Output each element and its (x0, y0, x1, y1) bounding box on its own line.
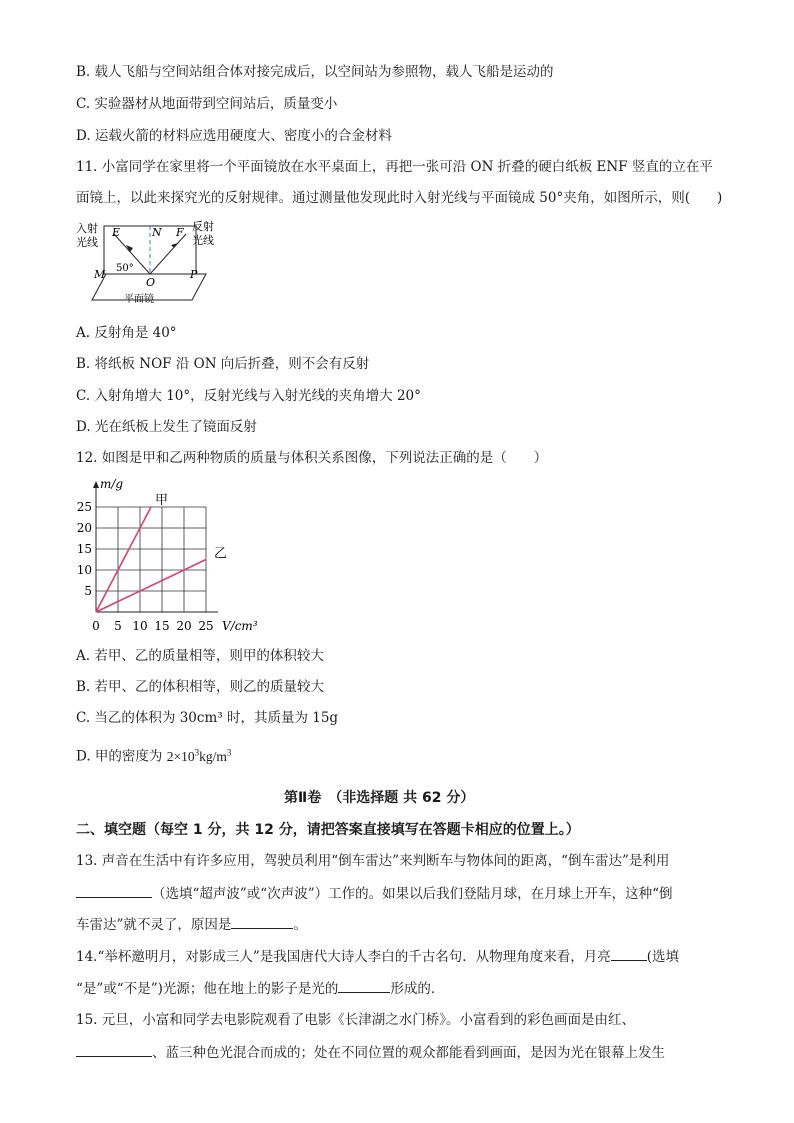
q11-option-b: B. 将纸板 NOF 沿 ON 向后折叠，则不会有反射 (76, 356, 370, 372)
x-tick-label: 5 (114, 619, 122, 633)
q12-option-d (76, 742, 231, 767)
q10-option-d: D. 运载火箭的材料应选用硬度大、密度小的合金材料 (76, 128, 392, 144)
series-line-yi (96, 560, 206, 613)
y-tick-label: 20 (76, 521, 92, 535)
series-label-jia: 甲 (155, 493, 169, 508)
label-e: E (112, 226, 121, 239)
angle-label: 50° (116, 263, 134, 274)
y-axis-label: m/g (100, 477, 124, 491)
y-tick-label: 15 (76, 542, 92, 556)
q13-line2: （选填“超声波”或“次声波”）工作的。如果以后我们登陆月球，在月球上开车，这种“倒 (76, 883, 673, 904)
q13-line3: 车雷达”就不灵了，原因是 。 (76, 914, 307, 935)
series-line-jia (96, 507, 151, 612)
q12-stem: 12. 如图是甲和乙两种物质的质量与体积关系图像，下列说法正确的是（ ） (76, 450, 548, 466)
label-o: O (146, 276, 156, 289)
q11-option-c: C. 入射角增大 10°，反射光线与入射光线的夹角增大 20° (76, 388, 421, 404)
label-p: P (190, 268, 198, 281)
section-title: 第Ⅱ卷 （非选择题 共 62 分） (284, 790, 475, 806)
q15-blank-1[interactable] (76, 1042, 152, 1057)
q13-blank-2[interactable] (231, 914, 293, 929)
q15-line2: 、蓝三种色光混合而成的；处在不同位置的观众都能看到画面，是因为光在银幕上发生 (76, 1042, 665, 1063)
x-tick-label: 15 (154, 619, 170, 633)
label-m: M (94, 268, 106, 281)
x-tick-label: 0 (92, 619, 100, 633)
q11-stem-line1: 11. 小富同学在家里将一个平面镜放在水平桌面上，再把一张可沿 ON 折叠的硬白纸板 ENF 竖直的立在平 (76, 159, 713, 175)
x-axis-label: V/cm³ (222, 619, 258, 633)
q14-line1: 14.“举杯邀明月，对影成三人”是我国唐代大诗人李白的千古名句．从物理角度来看，月亮 (选填 (76, 946, 679, 967)
q12-option-b: B. 若甲、乙的体积相等，则乙的质量较大 (76, 679, 325, 695)
section-heading: 二、填空题（每空 1 分，共 12 分，请把答案直接填写在答题卡相应的位置上。） (76, 822, 580, 838)
y-axis-arrow (93, 481, 99, 488)
series-label-yi: 乙 (214, 546, 228, 562)
reflect-label-2: 光线 (192, 234, 214, 247)
q13-line1: 13. 声音在生活中有许多应用，驾驶员利用“倒车雷达”来判断车与物体间的距离，“倒车雷达”是利用 (76, 853, 670, 869)
y-tick-label: 10 (76, 563, 92, 577)
reflect-label-1: 反射 (192, 220, 214, 233)
y-tick-label: 5 (84, 584, 92, 598)
q15-line1: 15. 元旦，小富和同学去电影院观看了电影《长津湖之水门桥》。小富看到的彩色画面是由红、 (76, 1012, 636, 1028)
y-tick-label: 25 (76, 500, 92, 514)
q10-option-b: B. 载人飞船与空间站组合体对接完成后，以空间站为参照物，载人飞船是运动的 (76, 64, 554, 80)
q12-option-d-prefix: D. 甲的密度为 (76, 748, 163, 765)
q14-blank-1[interactable] (611, 946, 647, 961)
mirror-label: 平面镜 (124, 294, 154, 305)
x-tick-label: 20 (176, 619, 192, 633)
label-n: N (152, 226, 162, 239)
q12-chart (70, 474, 280, 636)
incident-label-1: 入射 (76, 222, 98, 235)
q12-option-c: C. 当乙的体积为 30cm³ 时，其质量为 15g (76, 710, 339, 726)
q11-stem-line2: 面镜上，以此来探究光的反射规律。通过测量他发现此时入射光线与平面镜成 50°夹角，如图所示，则( ) (76, 190, 723, 206)
q14-blank-2[interactable] (338, 978, 390, 993)
label-f: F (176, 226, 184, 239)
x-tick-label: 25 (198, 619, 214, 633)
incident-label-2: 光线 (76, 236, 98, 249)
q12-option-a: A. 若甲、乙的质量相等，则甲的体积较大 (76, 648, 324, 664)
q14-line2: “是”或“不是”)光源；他在地上的影子是光的 形成的． (76, 978, 444, 999)
q11-option-d: D. 光在纸板上发生了镜面反射 (76, 419, 257, 435)
q13-blank-1[interactable] (76, 883, 152, 898)
q11-option-a: A. 反射角是 40° (76, 325, 177, 341)
q10-option-c: C. 实验器材从地面带到空间站后，质量变小 (76, 96, 338, 112)
x-tick-label: 10 (132, 619, 148, 633)
q11-figure (70, 218, 230, 310)
q12-option-d-value: $2\times 10^3kg/m^3$ (166, 747, 232, 764)
